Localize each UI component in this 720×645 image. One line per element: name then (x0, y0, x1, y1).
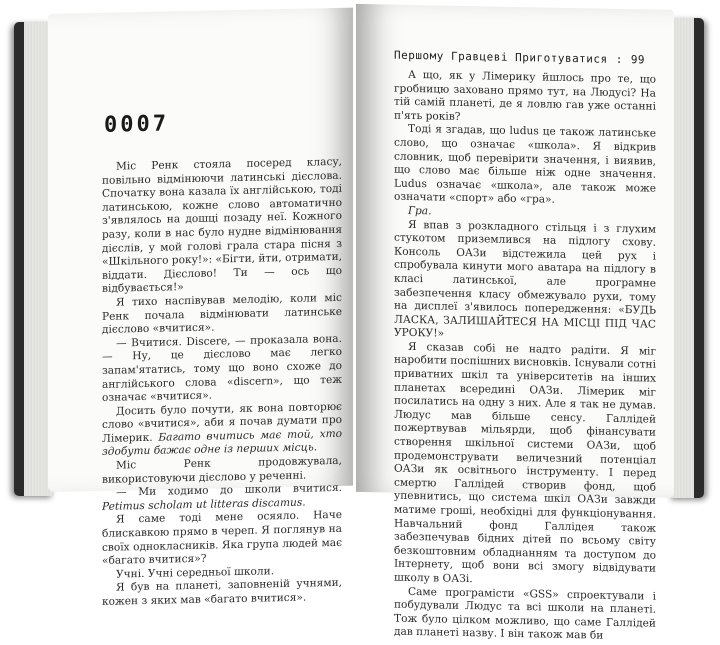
paragraph: Я був на планеті, заповненій учнями, кожен з яких мав «багато вчитися». (102, 577, 342, 608)
left-cover-edge (14, 22, 24, 496)
paragraph: — Вчитися. Discere, — проказала вона. — Ну, це дієслово має легко запам'ятатись, тому що воно схоже до англійського слова «discern», що теж означає «вчитися». (102, 332, 342, 404)
paragraph: А що, як у Лімерику йшлось про те, що гробницю заховано прямо тут, на Людусі? На тій самій планеті, де я ловлю гав уже останні п'ять років? (394, 68, 656, 123)
paragraph: — Ми ходимо до школи вчитися. Petimus scholam ut litteras discamus. (102, 482, 342, 513)
paragraph: Учні. Учні середньої школи. (116, 565, 275, 581)
paragraph: Я сказав собі не надто радіти. Я міг наробити поспішних висновків. Існували сотні приватних шкіл та університетів на інших планетах всередині ОАЗи. Лімерик міг посилатись на одну з них. Але я так не думав. Людус мав більше сенсу. Галлідей пожертвував мільярди, щоб фінансувати створення шкільної системи ОАЗи, щоб продемонструвати величезний потенціал ОАЗи як освітнього інструменту. І перед смертю Галлідей створив фонд, щоб упевнитись, що система шкіл ОАЗи завжди матиме гроші, необхідні для функціонування. Навчальний фонд Галлідея також забезпечував бідних дітей по всьому світу безкоштовним обладнанням та доступом до Інтернету, щоб вони всі змогу відвідувати школу в ОАЗі. (394, 340, 656, 586)
paragraph: Міс Ренк стояла посеред класу, повільно відмінюючи латинські дієслова. Спочатку вона казала їх англійською, тоді латинською, кожне слово автоматично з'являлось на дошці позаду неї. Кожного разу, коли в нас було нудне відмінювання дієслів, у мой голові грала стара пісня з «Шкільного року!»: «Бігти, йти, отримати, віддати. Дієслово! Ти — ось що відбувається!» (102, 155, 343, 296)
left-page-body (102, 156, 342, 610)
paragraph: Саме програмісти «GSS» спроектували і побудували Людус та всі школи на планеті. Тож було цілком можливо, що саме Галлідей дав планеті назву. І він також мав би (394, 585, 656, 642)
running-title: Першому Гравцеві Приготуватися (394, 48, 608, 66)
paragraph: Міс Ренк продовжувала, використовуючи дієслово у реченні. (102, 454, 342, 486)
left-page (48, 8, 353, 608)
italic-quote: Багато вчитись має той, хто здобути бажає одне із перших місць. (102, 427, 342, 459)
chapter-number: 0007 (104, 111, 169, 138)
right-page (356, 4, 674, 642)
paragraph: Я саме тоді мене осяяло. Наче блискавкою прямо в череп. Я поглянув на своїх однокласників. Яка група людей має «багато вчитися»? (102, 509, 342, 568)
latin-phrase: Petimus scholam ut litteras discamus. (102, 496, 306, 513)
running-head (394, 49, 656, 67)
page-number: 99 (630, 53, 646, 67)
paragraph: Досить було почути, як вона повторює слово «вчитися», аби я почав думати про Лімерик. Багато вчитись має той, хто здобути бажає одне із перших місць. (102, 400, 342, 459)
paragraph: Гра. (408, 204, 432, 218)
paragraph: Я тихо наспівував мелодію, коли міс Ренк почала відмінювати латинське дієслово «вчитися». (102, 291, 342, 336)
paragraph: Я впав з розкладного стільця і з глухим стукотом приземлився на підлогу схову. Консоль ОАЗи відстежила цей рух і спробувала кинути мого аватара на підлогу в класі латинської, але програмне забезпечення класу обмежувало рухи, тому на дисплеї з'явилось попередження: «БУДЬ ЛАСКА, ЗАЛИШАЙТЕСЯ НА МІСЦІ ПІД ЧАС УРОКУ!» (394, 218, 656, 340)
running-separator: : (615, 52, 623, 67)
paragraph: Тоді я згадав, що ludus це також латинське слово, що означає «школа». Я відкрив словник, щоб перевірити значення, і виявив, що слово має більше ніж одне значення. Ludus означає «школа», але також може означати «спорт» або «гра». (394, 123, 656, 207)
right-cover-edge (694, 18, 704, 498)
right-page-body (394, 69, 656, 645)
